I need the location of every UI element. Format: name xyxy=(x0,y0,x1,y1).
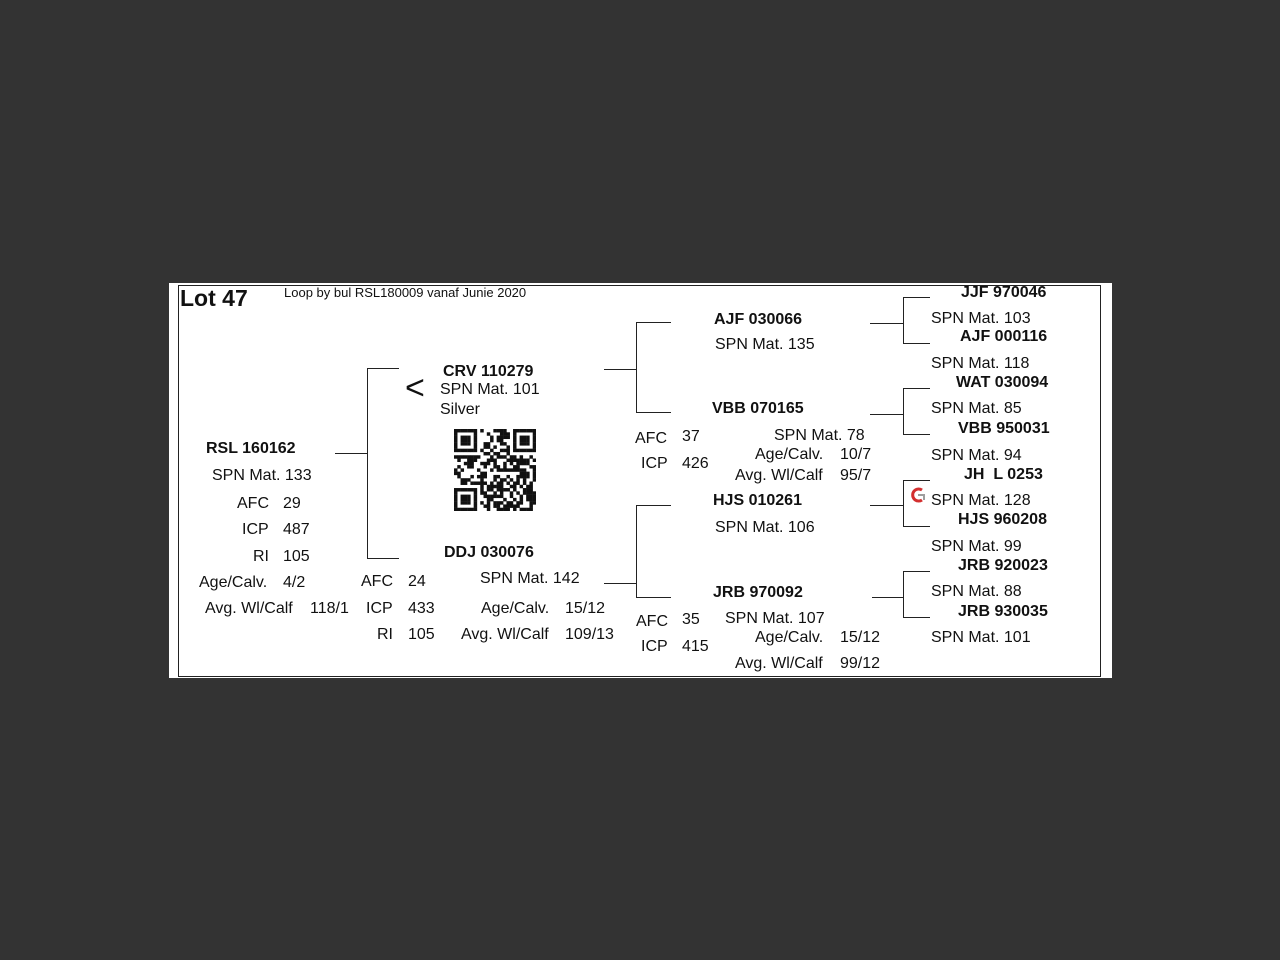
dd-age-label: Age/Calv. xyxy=(755,629,824,646)
subject-icp-label: ICP xyxy=(242,521,269,538)
bracket-line xyxy=(903,526,930,527)
less-than-arrow-icon: < xyxy=(405,369,425,407)
subject-id: RSL 160162 xyxy=(206,440,296,457)
bracket-line xyxy=(870,323,903,324)
ggp-1-spn: SPN Mat. 103 xyxy=(931,310,1031,327)
sd-afc-value: 37 xyxy=(682,428,700,445)
ggp-7-spn: SPN Mat. 88 xyxy=(931,583,1022,600)
bracket-line xyxy=(367,558,399,559)
ggp-5-id: JH L 0253 xyxy=(964,466,1043,483)
dd-id: JRB 970092 xyxy=(713,584,803,601)
dam-spn: SPN Mat. 142 xyxy=(480,570,580,587)
ggp-8-spn: SPN Mat. 101 xyxy=(931,629,1031,646)
subject-spn: SPN Mat. 133 xyxy=(212,467,312,484)
ss-id: AJF 030066 xyxy=(714,311,803,328)
bracket-line xyxy=(604,369,636,370)
sd-spn: SPN Mat. 78 xyxy=(774,427,865,444)
bracket-line xyxy=(903,297,904,343)
ds-id: HJS 010261 xyxy=(713,492,802,509)
subject-icp-value: 487 xyxy=(283,521,310,538)
bracket-line xyxy=(872,597,903,598)
ggp-2-spn: SPN Mat. 118 xyxy=(931,355,1030,372)
bracket-line xyxy=(903,571,904,617)
dam-icp-value: 433 xyxy=(408,600,435,617)
sale-note: Loop by bul RSL180009 vanaf Junie 2020 xyxy=(284,285,527,300)
ggp-5-spn: SPN Mat. 128 xyxy=(931,492,1031,509)
bracket-line xyxy=(604,583,636,584)
dd-icp-label: ICP xyxy=(641,638,668,655)
sd-age-label: Age/Calv. xyxy=(755,446,824,463)
bracket-line xyxy=(636,505,671,506)
bracket-line xyxy=(903,480,930,481)
dam-afc-label: AFC xyxy=(361,573,393,590)
ss-spn: SPN Mat. 135 xyxy=(715,336,815,353)
ggp-7-id: JRB 920023 xyxy=(958,557,1048,574)
ggp-1-id: JJF 970046 xyxy=(961,284,1047,301)
bracket-line xyxy=(870,414,903,415)
ggp-4-id: VBB 950031 xyxy=(958,420,1050,437)
sd-icp-value: 426 xyxy=(682,455,709,472)
bracket-line xyxy=(903,343,930,344)
dd-avg-value: 99/12 xyxy=(840,655,881,672)
sire-grade: Silver xyxy=(440,401,481,418)
dam-age-label: Age/Calv. xyxy=(481,600,550,617)
bracket-line xyxy=(903,571,930,572)
bracket-line xyxy=(903,617,930,618)
bracket-line xyxy=(903,388,904,434)
bracket-line xyxy=(636,505,637,597)
sire-id: CRV 110279 xyxy=(443,363,534,380)
subject-ri-label: RI xyxy=(253,548,269,565)
ds-spn: SPN Mat. 106 xyxy=(715,519,815,536)
dd-avg-label: Avg. Wl/Calf xyxy=(735,655,823,672)
bracket-line xyxy=(903,297,930,298)
cursor-logo-icon xyxy=(910,487,926,503)
dam-avg-label: Avg. Wl/Calf xyxy=(461,626,549,643)
ggp-2-id: AJF 000116 xyxy=(960,328,1048,345)
subject-avg-label: Avg. Wl/Calf xyxy=(205,600,293,617)
dam-afc-value: 24 xyxy=(408,573,426,590)
ggp-8-id: JRB 930035 xyxy=(958,603,1048,620)
subject-avg-value: 118/1 xyxy=(310,600,349,617)
bracket-line xyxy=(903,388,930,389)
bracket-line xyxy=(367,368,399,369)
bracket-line xyxy=(903,480,904,526)
bracket-line xyxy=(367,368,368,558)
dam-id: DDJ 030076 xyxy=(444,544,534,561)
ggp-4-spn: SPN Mat. 94 xyxy=(931,447,1022,464)
bracket-line xyxy=(870,505,903,506)
sire-spn: SPN Mat. 101 xyxy=(440,381,540,398)
subject-afc-label: AFC xyxy=(237,495,269,512)
sd-avg-value: 95/7 xyxy=(840,467,872,484)
subject-afc-value: 29 xyxy=(283,495,301,512)
ggp-3-spn: SPN Mat. 85 xyxy=(931,400,1022,417)
bracket-line xyxy=(636,597,671,598)
dd-age-value: 15/12 xyxy=(840,629,881,646)
dam-avg-value: 109/13 xyxy=(565,626,614,643)
dam-age-value: 15/12 xyxy=(565,600,606,617)
ggp-6-id: HJS 960208 xyxy=(958,511,1047,528)
qr-code-icon xyxy=(454,429,536,511)
sd-age-value: 10/7 xyxy=(840,446,872,463)
dd-icp-value: 415 xyxy=(682,638,709,655)
dd-afc-value: 35 xyxy=(682,611,700,628)
sd-id: VBB 070165 xyxy=(712,400,804,417)
subject-ri-value: 105 xyxy=(283,548,310,565)
lot-number: Lot 47 xyxy=(180,285,248,311)
dam-icp-label: ICP xyxy=(366,600,393,617)
sd-afc-label: AFC xyxy=(635,430,667,447)
dam-ri-value: 105 xyxy=(408,626,435,643)
bracket-line xyxy=(636,322,637,413)
dam-ri-label: RI xyxy=(377,626,393,643)
sd-avg-label: Avg. Wl/Calf xyxy=(735,467,823,484)
ggp-3-id: WAT 030094 xyxy=(956,374,1049,391)
ggp-6-spn: SPN Mat. 99 xyxy=(931,538,1022,555)
bracket-line xyxy=(335,453,367,454)
bracket-line xyxy=(903,434,930,435)
dd-afc-label: AFC xyxy=(636,613,668,630)
subject-age-value: 4/2 xyxy=(283,574,306,591)
subject-age-label: Age/Calv. xyxy=(199,574,268,591)
bracket-line xyxy=(636,412,671,413)
pedigree-card xyxy=(169,283,1112,678)
bracket-line xyxy=(636,322,671,323)
sd-icp-label: ICP xyxy=(641,455,668,472)
dd-spn: SPN Mat. 107 xyxy=(725,610,825,627)
